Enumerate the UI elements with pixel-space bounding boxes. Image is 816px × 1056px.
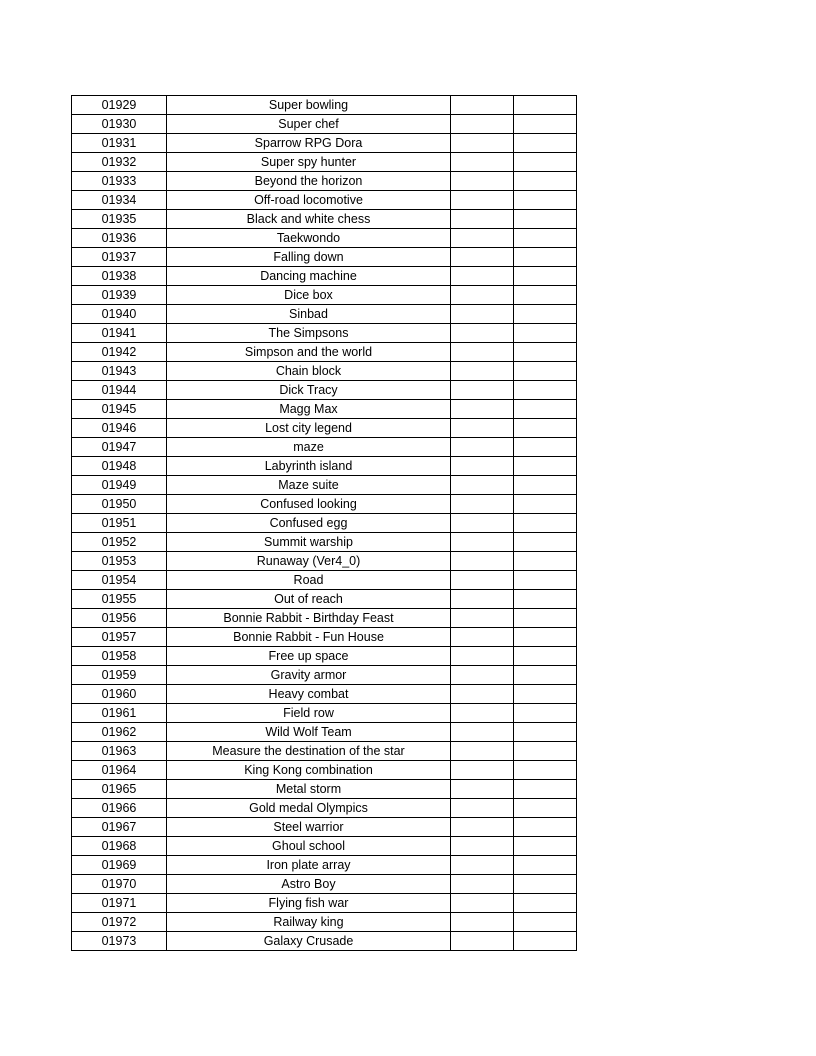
game-name-cell: Sparrow RPG Dora (167, 134, 451, 153)
game-id-cell: 01966 (72, 799, 167, 818)
empty-cell (451, 248, 514, 267)
game-id-cell: 01953 (72, 552, 167, 571)
empty-cell (514, 704, 577, 723)
table-row (72, 913, 577, 932)
game-id-cell: 01959 (72, 666, 167, 685)
table-row (72, 533, 577, 552)
game-id-cell: 01968 (72, 837, 167, 856)
empty-cell (451, 267, 514, 286)
game-name-cell: Galaxy Crusade (167, 932, 451, 951)
table-row (72, 495, 577, 514)
game-id-cell: 01962 (72, 723, 167, 742)
game-name-cell: Magg Max (167, 400, 451, 419)
empty-cell (514, 856, 577, 875)
empty-cell (451, 362, 514, 381)
game-id-cell: 01950 (72, 495, 167, 514)
table-row (72, 400, 577, 419)
empty-cell (451, 628, 514, 647)
table-row (72, 818, 577, 837)
game-name-cell: Dice box (167, 286, 451, 305)
empty-cell (514, 609, 577, 628)
game-name-cell: Gold medal Olympics (167, 799, 451, 818)
empty-cell (451, 324, 514, 343)
game-name-cell: Steel warrior (167, 818, 451, 837)
empty-cell (451, 134, 514, 153)
game-id-cell: 01941 (72, 324, 167, 343)
game-id-cell: 01963 (72, 742, 167, 761)
empty-cell (451, 571, 514, 590)
game-id-cell: 01940 (72, 305, 167, 324)
game-name-cell: Heavy combat (167, 685, 451, 704)
game-name-cell: Metal storm (167, 780, 451, 799)
table-row (72, 381, 577, 400)
game-name-cell: Maze suite (167, 476, 451, 495)
game-id-cell: 01971 (72, 894, 167, 913)
game-name-cell: Bonnie Rabbit - Birthday Feast (167, 609, 451, 628)
game-name-cell: Railway king (167, 913, 451, 932)
game-name-cell: Super bowling (167, 96, 451, 115)
empty-cell (451, 799, 514, 818)
game-name-cell: Dancing machine (167, 267, 451, 286)
empty-cell (514, 400, 577, 419)
game-id-cell: 01939 (72, 286, 167, 305)
game-id-cell: 01955 (72, 590, 167, 609)
empty-cell (514, 495, 577, 514)
table-row (72, 153, 577, 172)
game-id-cell: 01970 (72, 875, 167, 894)
empty-cell (451, 191, 514, 210)
empty-cell (451, 552, 514, 571)
empty-cell (514, 248, 577, 267)
empty-cell (451, 476, 514, 495)
table-row (72, 723, 577, 742)
table-row (72, 799, 577, 818)
game-id-cell: 01958 (72, 647, 167, 666)
game-name-cell: Ghoul school (167, 837, 451, 856)
table-row (72, 210, 577, 229)
table-row (72, 742, 577, 761)
game-id-cell: 01929 (72, 96, 167, 115)
game-id-cell: 01937 (72, 248, 167, 267)
game-id-cell: 01965 (72, 780, 167, 799)
empty-cell (451, 229, 514, 248)
empty-cell (451, 590, 514, 609)
game-id-cell: 01969 (72, 856, 167, 875)
table-row (72, 514, 577, 533)
game-name-cell: maze (167, 438, 451, 457)
table-row (72, 362, 577, 381)
empty-cell (451, 894, 514, 913)
empty-cell (514, 742, 577, 761)
table-row (72, 191, 577, 210)
table-row (72, 438, 577, 457)
empty-cell (514, 476, 577, 495)
table-row (72, 666, 577, 685)
game-name-cell: Beyond the horizon (167, 172, 451, 191)
game-name-cell: Runaway (Ver4_0) (167, 552, 451, 571)
table-row (72, 267, 577, 286)
table-row (72, 115, 577, 134)
game-id-cell: 01936 (72, 229, 167, 248)
empty-cell (514, 438, 577, 457)
table-row (72, 780, 577, 799)
game-name-cell: King Kong combination (167, 761, 451, 780)
game-id-cell: 01934 (72, 191, 167, 210)
game-name-cell: The Simpsons (167, 324, 451, 343)
game-name-cell: Road (167, 571, 451, 590)
game-name-cell: Measure the destination of the star (167, 742, 451, 761)
empty-cell (451, 666, 514, 685)
empty-cell (514, 780, 577, 799)
empty-cell (514, 723, 577, 742)
empty-cell (514, 172, 577, 191)
empty-cell (514, 552, 577, 571)
empty-cell (514, 685, 577, 704)
game-name-cell: Off-road locomotive (167, 191, 451, 210)
game-name-cell: Free up space (167, 647, 451, 666)
empty-cell (451, 96, 514, 115)
empty-cell (514, 153, 577, 172)
empty-cell (451, 780, 514, 799)
empty-cell (514, 324, 577, 343)
empty-cell (514, 210, 577, 229)
empty-cell (451, 210, 514, 229)
empty-cell (514, 799, 577, 818)
game-name-cell: Iron plate array (167, 856, 451, 875)
game-id-cell: 01931 (72, 134, 167, 153)
game-name-cell: Sinbad (167, 305, 451, 324)
empty-cell (451, 913, 514, 932)
empty-cell (514, 96, 577, 115)
table-row (72, 856, 577, 875)
empty-cell (451, 742, 514, 761)
empty-cell (514, 419, 577, 438)
game-id-cell: 01973 (72, 932, 167, 951)
empty-cell (514, 894, 577, 913)
empty-cell (451, 172, 514, 191)
empty-cell (514, 229, 577, 248)
empty-cell (514, 514, 577, 533)
empty-cell (514, 286, 577, 305)
table-row (72, 324, 577, 343)
empty-cell (451, 381, 514, 400)
empty-cell (514, 267, 577, 286)
game-id-cell: 01932 (72, 153, 167, 172)
game-name-cell: Field row (167, 704, 451, 723)
table-row (72, 419, 577, 438)
empty-cell (514, 191, 577, 210)
game-id-cell: 01938 (72, 267, 167, 286)
game-name-cell: Summit warship (167, 533, 451, 552)
game-id-cell: 01935 (72, 210, 167, 229)
empty-cell (514, 343, 577, 362)
table-row (72, 932, 577, 951)
table-row (72, 761, 577, 780)
game-name-cell: Bonnie Rabbit - Fun House (167, 628, 451, 647)
empty-cell (514, 913, 577, 932)
game-id-cell: 01972 (72, 913, 167, 932)
empty-cell (451, 115, 514, 134)
empty-cell (451, 457, 514, 476)
game-name-cell: Confused looking (167, 495, 451, 514)
empty-cell (514, 666, 577, 685)
empty-cell (514, 590, 577, 609)
game-name-cell: Out of reach (167, 590, 451, 609)
table-row (72, 894, 577, 913)
game-id-cell: 01933 (72, 172, 167, 191)
game-id-cell: 01954 (72, 571, 167, 590)
game-name-cell: Gravity armor (167, 666, 451, 685)
empty-cell (514, 305, 577, 324)
game-name-cell: Super spy hunter (167, 153, 451, 172)
game-name-cell: Flying fish war (167, 894, 451, 913)
empty-cell (451, 286, 514, 305)
empty-cell (451, 761, 514, 780)
empty-cell (451, 818, 514, 837)
table-row (72, 134, 577, 153)
game-name-cell: Wild Wolf Team (167, 723, 451, 742)
empty-cell (514, 818, 577, 837)
empty-cell (451, 153, 514, 172)
game-list-table (71, 95, 577, 951)
table-row (72, 343, 577, 362)
empty-cell (514, 115, 577, 134)
table-row (72, 286, 577, 305)
table-row (72, 590, 577, 609)
game-id-cell: 01948 (72, 457, 167, 476)
game-list-body (72, 96, 577, 951)
table-row (72, 552, 577, 571)
empty-cell (451, 495, 514, 514)
game-id-cell: 01960 (72, 685, 167, 704)
game-id-cell: 01930 (72, 115, 167, 134)
game-id-cell: 01961 (72, 704, 167, 723)
empty-cell (514, 837, 577, 856)
game-name-cell: Taekwondo (167, 229, 451, 248)
empty-cell (514, 457, 577, 476)
empty-cell (451, 514, 514, 533)
empty-cell (514, 628, 577, 647)
game-id-cell: 01967 (72, 818, 167, 837)
game-name-cell: Chain block (167, 362, 451, 381)
table-row (72, 704, 577, 723)
empty-cell (451, 723, 514, 742)
game-id-cell: 01946 (72, 419, 167, 438)
empty-cell (514, 134, 577, 153)
game-name-cell: Simpson and the world (167, 343, 451, 362)
table-row (72, 229, 577, 248)
game-id-cell: 01956 (72, 609, 167, 628)
empty-cell (514, 533, 577, 552)
table-row (72, 305, 577, 324)
game-id-cell: 01942 (72, 343, 167, 362)
empty-cell (514, 932, 577, 951)
empty-cell (451, 419, 514, 438)
game-id-cell: 01964 (72, 761, 167, 780)
table-row (72, 172, 577, 191)
game-name-cell: Falling down (167, 248, 451, 267)
game-id-cell: 01947 (72, 438, 167, 457)
game-name-cell: Black and white chess (167, 210, 451, 229)
game-id-cell: 01944 (72, 381, 167, 400)
empty-cell (514, 381, 577, 400)
empty-cell (514, 571, 577, 590)
table-row (72, 248, 577, 267)
table-row (72, 628, 577, 647)
empty-cell (514, 362, 577, 381)
empty-cell (451, 438, 514, 457)
game-id-cell: 01949 (72, 476, 167, 495)
table-row (72, 837, 577, 856)
table-row (72, 96, 577, 115)
game-name-cell: Dick Tracy (167, 381, 451, 400)
table-row (72, 476, 577, 495)
empty-cell (451, 932, 514, 951)
table-row (72, 609, 577, 628)
empty-cell (451, 685, 514, 704)
empty-cell (514, 647, 577, 666)
empty-cell (451, 343, 514, 362)
empty-cell (451, 837, 514, 856)
game-id-cell: 01943 (72, 362, 167, 381)
game-name-cell: Astro Boy (167, 875, 451, 894)
game-name-cell: Super chef (167, 115, 451, 134)
empty-cell (451, 647, 514, 666)
table-row (72, 571, 577, 590)
empty-cell (451, 305, 514, 324)
empty-cell (451, 533, 514, 552)
game-name-cell: Lost city legend (167, 419, 451, 438)
empty-cell (451, 704, 514, 723)
empty-cell (451, 875, 514, 894)
game-id-cell: 01952 (72, 533, 167, 552)
game-name-cell: Confused egg (167, 514, 451, 533)
empty-cell (514, 875, 577, 894)
table-row (72, 647, 577, 666)
game-id-cell: 01945 (72, 400, 167, 419)
empty-cell (514, 761, 577, 780)
game-name-cell: Labyrinth island (167, 457, 451, 476)
game-id-cell: 01957 (72, 628, 167, 647)
table-row (72, 685, 577, 704)
game-id-cell: 01951 (72, 514, 167, 533)
table-row (72, 875, 577, 894)
empty-cell (451, 856, 514, 875)
empty-cell (451, 400, 514, 419)
table-row (72, 457, 577, 476)
empty-cell (451, 609, 514, 628)
